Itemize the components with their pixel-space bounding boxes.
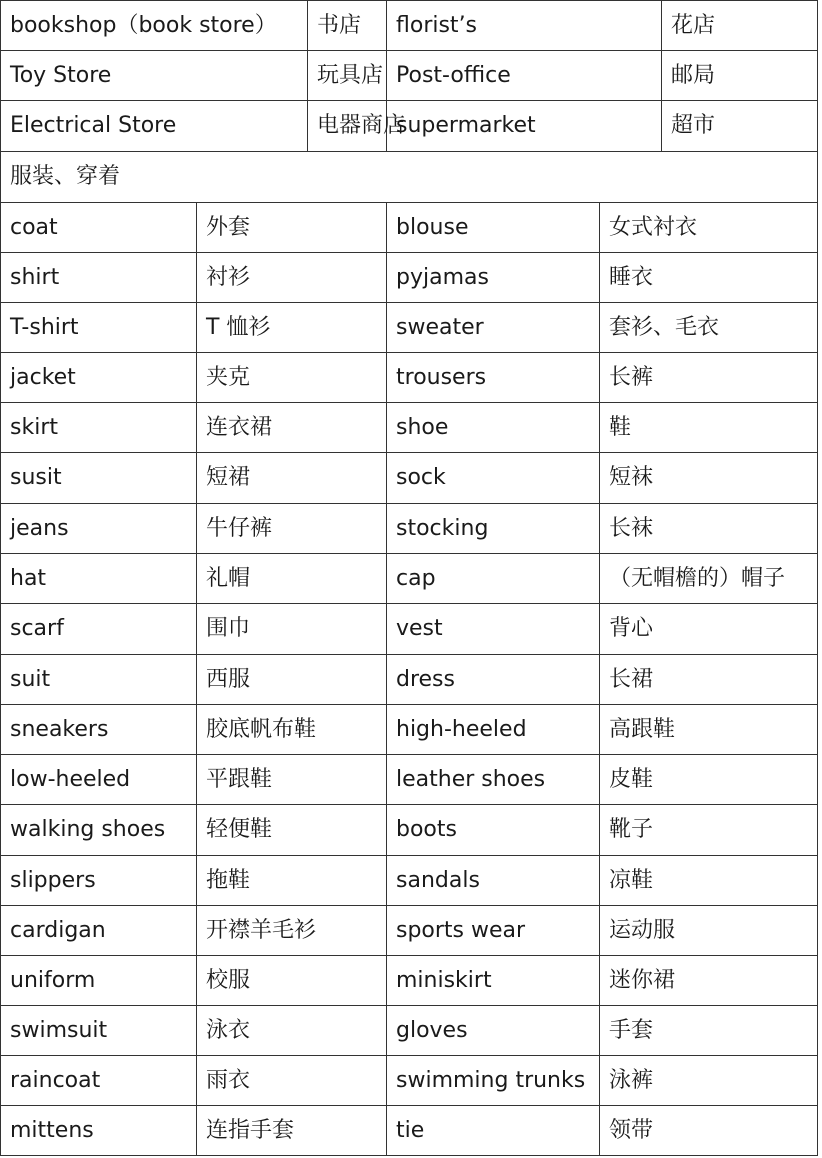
english-term-cell: susit [0,453,197,504]
chinese-term-cell: 泳衣 [197,1006,387,1056]
chinese-term-cell: 长裤 [600,353,818,403]
chinese-term-cell: 书店 [308,0,387,51]
table-row [0,203,818,253]
english-term-cell: skirt [0,403,197,453]
english-term-cell: sneakers [0,705,197,755]
table-row [0,705,818,755]
english-term-cell: raincoat [0,1056,197,1106]
table-row [0,956,818,1006]
chinese-term-cell: 夹克 [197,353,387,403]
english-term-cell: pyjamas [387,253,600,303]
english-term-cell: boots [387,805,600,856]
english-term-cell: scarf [0,604,197,655]
chinese-term-cell: 西服 [197,655,387,705]
chinese-term-cell: 背心 [600,604,818,655]
english-term-cell: uniform [0,956,197,1006]
english-term-cell: coat [0,203,197,253]
chinese-term-cell: 短裙 [197,453,387,504]
table-row [0,51,818,101]
english-term-cell: sandals [387,856,600,906]
english-term-cell: dress [387,655,600,705]
chinese-term-cell: （无帽檐的）帽子 [600,554,818,604]
chinese-term-cell: 开襟羊毛衫 [197,906,387,956]
english-term-cell: Electrical Store [0,101,308,152]
chinese-term-cell: T 恤衫 [197,303,387,353]
chinese-term-cell: 胶底帆布鞋 [197,705,387,755]
chinese-term-cell: 长裙 [600,655,818,705]
table-row [0,554,818,604]
table-row [0,353,818,403]
english-term-cell: shirt [0,253,197,303]
english-term-cell: sports wear [387,906,600,956]
chinese-term-cell: 平跟鞋 [197,755,387,805]
english-term-cell: low-heeled [0,755,197,805]
table-row [0,1056,818,1106]
chinese-term-cell: 手套 [600,1006,818,1056]
english-term-cell: jacket [0,353,197,403]
chinese-term-cell: 凉鞋 [600,856,818,906]
chinese-term-cell: 皮鞋 [600,755,818,805]
english-term-cell: bookshop（book store） [0,0,308,51]
section-heading: 服装、穿着 [0,152,818,203]
table-row [0,655,818,705]
english-term-cell: florist’s [387,0,662,51]
chinese-term-cell: 邮局 [662,51,818,101]
english-term-cell: vest [387,604,600,655]
chinese-term-cell: 校服 [197,956,387,1006]
english-term-cell: stocking [387,504,600,554]
english-term-cell: cardigan [0,906,197,956]
table-row [0,856,818,906]
english-term-cell: leather shoes [387,755,600,805]
english-term-cell: cap [387,554,600,604]
table-row [0,453,818,504]
table-row [0,1006,818,1056]
english-term-cell: sweater [387,303,600,353]
table-row [0,303,818,353]
chinese-term-cell: 拖鞋 [197,856,387,906]
chinese-term-cell: 迷你裙 [600,956,818,1006]
english-term-cell: miniskirt [387,956,600,1006]
table-row [0,101,818,152]
english-term-cell: gloves [387,1006,600,1056]
english-term-cell: supermarket [387,101,662,152]
table-row [0,805,818,856]
chinese-term-cell: 牛仔裤 [197,504,387,554]
english-term-cell: trousers [387,353,600,403]
chinese-term-cell: 短袜 [600,453,818,504]
english-term-cell: blouse [387,203,600,253]
chinese-term-cell: 礼帽 [197,554,387,604]
chinese-term-cell: 鞋 [600,403,818,453]
chinese-term-cell: 套衫、毛衣 [600,303,818,353]
section-heading-row [0,152,818,203]
english-term-cell: hat [0,554,197,604]
english-term-cell: swimsuit [0,1006,197,1056]
chinese-term-cell: 围巾 [197,604,387,655]
chinese-term-cell: 轻便鞋 [197,805,387,856]
table-row [0,906,818,956]
english-term-cell: suit [0,655,197,705]
english-term-cell: high-heeled [387,705,600,755]
table-row [0,755,818,805]
chinese-term-cell: 超市 [662,101,818,152]
chinese-term-cell: 领带 [600,1106,818,1156]
chinese-term-cell: 靴子 [600,805,818,856]
chinese-term-cell: 玩具店 [308,51,387,101]
english-term-cell: swimming trunks [387,1056,600,1106]
english-term-cell: Toy Store [0,51,308,101]
chinese-term-cell: 电器商店 [308,101,387,152]
table-row [0,403,818,453]
english-term-cell: sock [387,453,600,504]
chinese-term-cell: 长袜 [600,504,818,554]
chinese-term-cell: 外套 [197,203,387,253]
chinese-term-cell: 睡衣 [600,253,818,303]
english-term-cell: T-shirt [0,303,197,353]
table-row [0,504,818,554]
chinese-term-cell: 衬衫 [197,253,387,303]
chinese-term-cell: 连衣裙 [197,403,387,453]
english-term-cell: slippers [0,856,197,906]
chinese-term-cell: 花店 [662,0,818,51]
table-row [0,0,818,51]
chinese-term-cell: 连指手套 [197,1106,387,1156]
english-term-cell: Post-office [387,51,662,101]
english-term-cell: shoe [387,403,600,453]
chinese-term-cell: 运动服 [600,906,818,956]
chinese-term-cell: 泳裤 [600,1056,818,1106]
chinese-term-cell: 女式衬衣 [600,203,818,253]
table-row [0,253,818,303]
english-term-cell: tie [387,1106,600,1156]
chinese-term-cell: 高跟鞋 [600,705,818,755]
table-row [0,1106,818,1156]
english-term-cell: mittens [0,1106,197,1156]
chinese-term-cell: 雨衣 [197,1056,387,1106]
english-term-cell: walking shoes [0,805,197,856]
english-term-cell: jeans [0,504,197,554]
table-row [0,604,818,655]
